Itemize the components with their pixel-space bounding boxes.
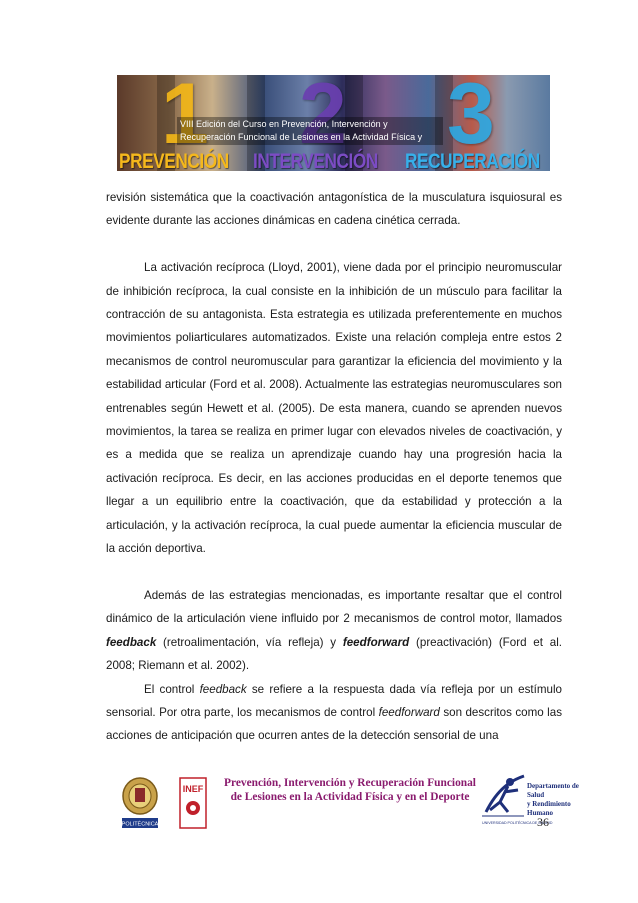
upm-label: POLITÉCNICA — [121, 821, 159, 828]
paragraph-3-text: (preactivación) (Ford et al. 2008; Riemann et al. 2002). — [106, 635, 562, 673]
upm-logo-icon — [118, 774, 162, 832]
term-feedforward-italic: feedforward — [378, 705, 440, 719]
footer-course-title — [214, 776, 486, 804]
paragraph-1: revisión sistemática que la coactivación antagonística de la musculatura isquiosural es evidente durante las acciones dinámicas en cadena cinética cerrada. — [106, 191, 562, 228]
header-banner — [117, 75, 550, 171]
paragraph-3 — [106, 584, 562, 678]
dept-line-1: Departamento de Salud — [527, 782, 579, 799]
document-body — [106, 186, 562, 748]
paragraph-3-text: Además de las estrategias mencionadas, es importante resaltar que el control dinámico de la articulación viene influido por 2 mecanismos de control motor, llamados — [106, 588, 562, 626]
paragraph-2: La activación recíproca (Lloyd, 2001), viene dada por el principio neuromuscular de inhibición recíproca, la cual consiste en la inhibición de un músculo para facilitar la contracción de su antagonista. Esta estrategia es utilizada preferentemente en muchos movimientos poliarticulares automatizados. Existe una relación compleja entre estos 2 mecanismos de control neuromuscular para garantizar la eficiencia del movimiento y la estabilidad articular (Ford et al. 2008). Actualmente las estrategias neuromusculares son entrenables según Hewett et al. (2005). De esta manera, cuando se aprenden nuevos movimientos, la tarea se realiza en primer lugar con elevados niveles de coactivación, y es a medida que se realiza un aprendizaje cuando hay una progresión hacia la activación recíproca. Es decir, en las acciones producidas en el deporte tenemos que llegar a un equilibrio entre la coactivación, que da estabilidad y protección a la articulación, y la activación recíproca, la cual puede aumentar la eficiencia muscular de la acción deportiva. — [106, 261, 562, 556]
paragraph-4-text: El control — [144, 682, 200, 696]
banner-word-recuperacion: RECUPERACIÓN — [405, 150, 540, 171]
edition-line-1: VIII Edición del Curso en Prevención, Intervención y — [180, 119, 388, 129]
department-name — [527, 782, 587, 818]
banner-word-prevencion: PREVENCIÓN — [119, 150, 229, 171]
term-feedforward: feedforward — [342, 635, 410, 649]
paragraph-4 — [106, 678, 562, 748]
paragraph-3-text: (retroalimentación, vía refleja) y — [156, 635, 343, 649]
dept-line-2: y Rendimiento Humano — [527, 800, 571, 817]
banner-number-2: 2 — [299, 75, 347, 162]
paragraph-4-text: son descritos como las acciones de anticipación que ocurren antes de la detección sensorial de una — [106, 705, 562, 743]
page-footer — [0, 768, 638, 848]
page-number: 36 — [537, 815, 549, 829]
edition-line-2: Recuperación Funcional de Lesiones en la Actividad Física y — [180, 132, 423, 142]
paragraph-4-text: se refiere a la respuesta dada vía refleja por un estímulo sensorial. Por otra parte, los mecanismos de control — [106, 682, 562, 719]
banner-number-3: 3 — [447, 75, 495, 162]
inef-label: INEF — [182, 784, 204, 794]
footer-title-line-2: de Lesiones en la Actividad Física y en el Deporte — [230, 791, 470, 803]
footer-title-line-1: Prevención, Intervención y Recuperación Funcional — [224, 777, 476, 789]
banner-words — [117, 149, 550, 171]
inef-logo-icon — [178, 774, 208, 834]
term-feedback-italic: feedback — [199, 682, 247, 696]
dept-university-label: UNIVERSIDAD POLITÉCNICA DE MADRID — [482, 821, 553, 825]
banner-edition-text — [177, 117, 443, 145]
banner-word-intervencion: INTERVENCIÓN — [252, 150, 378, 171]
banner-number-1: 1 — [161, 75, 209, 162]
term-feedback: feedback — [106, 635, 157, 649]
